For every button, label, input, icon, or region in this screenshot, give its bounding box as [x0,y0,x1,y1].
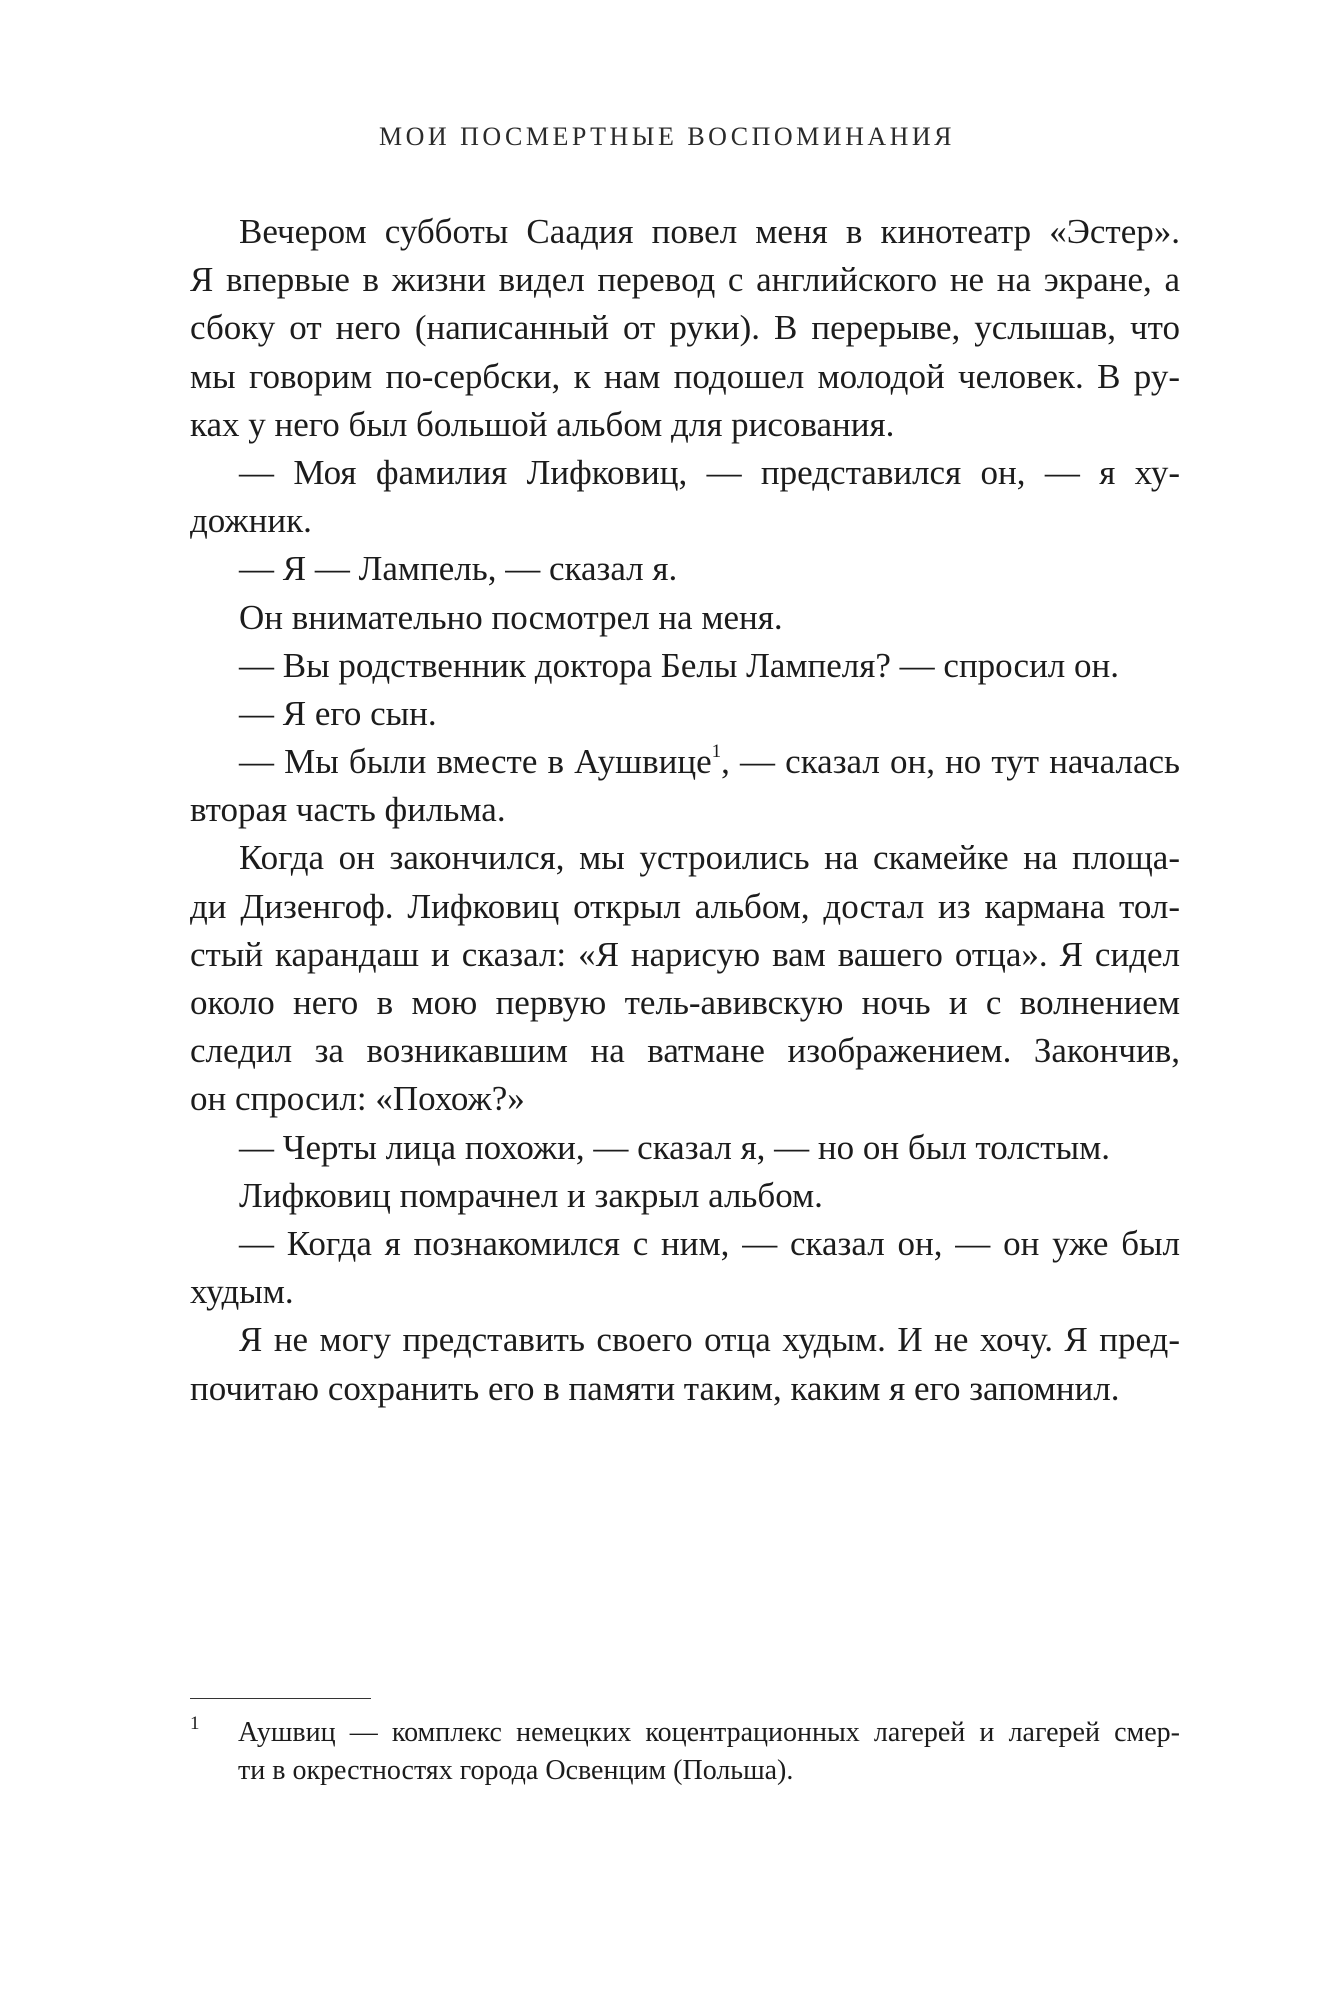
footnote-marker: 1 [190,1713,200,1734]
text-line: Я не могу представить своего отца худым. И не хочу. Я пред- [239,1320,1180,1360]
text-line: около него в мою первую тель-авивскую ночь и с волнением [190,983,1180,1022]
text-line: — Черты лица похожи, — сказал я, — но он был толстым. [239,1127,1111,1167]
text-line: ках у него был большой альбом для рисования. [190,404,895,444]
text-line: — Я — Лампель, — сказал я. [239,549,678,589]
footnote-line: ти в окрестностях города Освенцим (Польша). [238,1755,794,1786]
text-line: вторая часть фильма. [190,790,506,830]
footnote-line: Аушвиц — комплекс немецких коцентрационных лагерей и лагерей смер- [238,1717,1180,1748]
running-header: МОИ ПОСМЕРТНЫЕ ВОСПОМИНАНИЯ [378,122,956,151]
footnote-divider [190,1698,371,1699]
text-line: Вечером субботы Саадия повел меня в кинотеатр «Эстер». [239,212,1180,251]
text-line: — Я его сын. [239,693,437,733]
text-line [190,738,1180,786]
footnote-text [238,1714,1180,1790]
text-line: он спросил: «Похож?» [190,1079,525,1119]
text-line: почитаю сохранить его в памяти таким, каким я его запомнил. [190,1368,1120,1408]
body-text [190,208,1180,1413]
text-line: — Вы родственник доктора Белы Лампеля? — спросил он. [239,645,1120,685]
text-segment: , — сказал он, но тут началась [721,742,1180,782]
text-line: следил за возникавшим на ватмане изображением. Закончив, [190,1031,1180,1071]
text-line: — Когда я познакомился с ним, — сказал он, — он уже был [239,1223,1180,1263]
footnote-reference: 1 [711,741,722,763]
text-line: худым. [190,1272,294,1312]
text-line: дожник. [190,501,312,541]
text-line: Он внимательно посмотрел на меня. [239,597,783,637]
text-segment: — Мы были вместе в Аушвице [239,742,712,782]
text-line: стый карандаш и сказал: «Я нарисую вам вашего отца». Я сидел [190,934,1180,974]
text-line: — Моя фамилия Лифковиц, — представился он, — я ху- [239,452,1180,492]
text-line: мы говорим по-сербски, к нам подошел молодой человек. В ру- [190,356,1180,396]
text-line: Лифковиц помрачнел и закрыл альбом. [239,1175,823,1215]
text-line: сбоку от него (написанный от руки). В перерыве, услышав, что [190,308,1180,348]
text-line: ди Дизенгоф. Лифковиц открыл альбом, достал из кармана тол- [190,886,1180,926]
text-line: Я впервые в жизни видел перевод с английского не на экране, а [190,260,1180,300]
text-line: Когда он закончился, мы устроились на скамейке на площа- [239,838,1180,878]
